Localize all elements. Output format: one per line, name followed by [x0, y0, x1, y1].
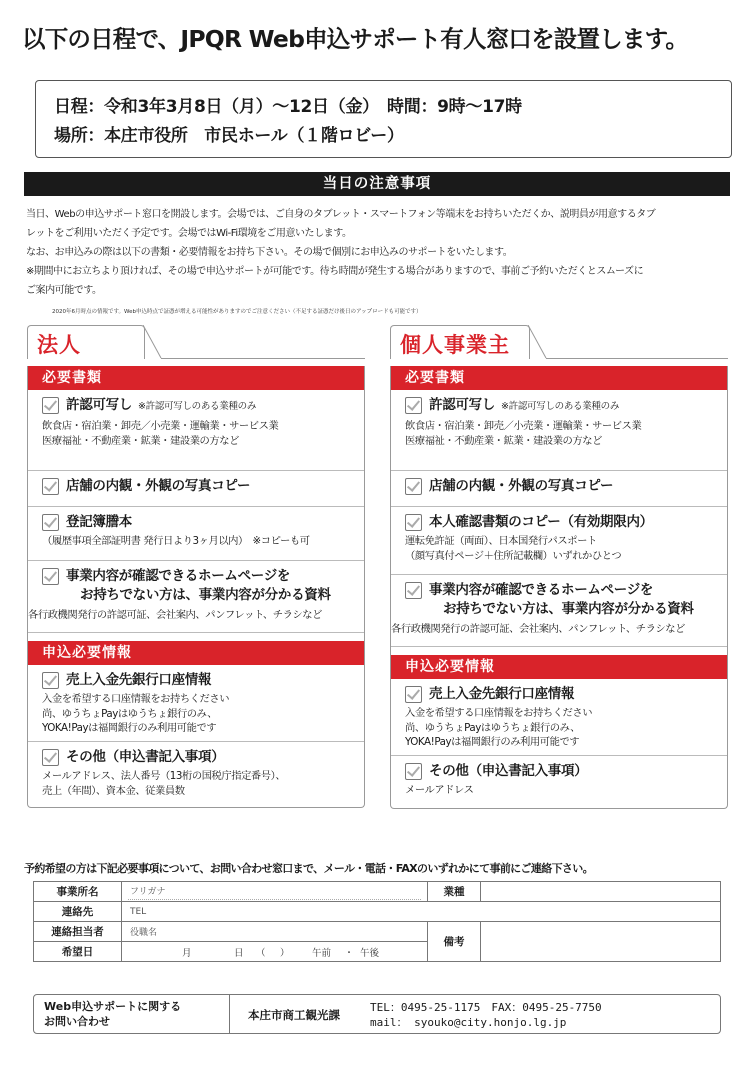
item-desc: 各行政機関発行の許認可証、会社案内、パンフレット、チラシなど [391, 623, 685, 635]
item-note: ※許認可写しのある業種のみ [138, 401, 257, 412]
required-info-band: 申込必要情報 [391, 655, 727, 679]
item-desc: （履歴事項全部証明書 発行日より3ヶ月以内） ※コピーも可 [42, 535, 310, 547]
tel-fax: TEL：0495-25-1175 FAX：0495-25-7750 [370, 1001, 602, 1014]
list-item [28, 390, 364, 471]
sole-proprietor-panel [390, 366, 728, 809]
intro-line: なお、お申込みの際は以下の書類・必要情報をお持ち下さい。その場で個別にお申込みのサポートをいたします。 [26, 247, 513, 258]
list-item [28, 507, 364, 561]
list-item [391, 471, 727, 507]
item-label: 許認可写し [429, 397, 495, 413]
page-title: 以下の日程で、JPQR Web申込サポート有人窓口を設置します。 [22, 25, 689, 53]
item-label: 登記簿謄本 [66, 514, 132, 530]
office-name-field[interactable] [122, 882, 428, 902]
corporation-tab [27, 325, 365, 359]
inquiry-line: Web申込サポートに関する [44, 1000, 182, 1013]
notice-heading: 当日の注意事項 [24, 172, 730, 196]
intro-line: ご案内可能です。 [26, 285, 102, 296]
desc-line: メールアドレス [405, 784, 474, 796]
corporation-tab-label: 法人 [37, 333, 81, 357]
reservation-form [33, 881, 721, 962]
furigana-hint: フリガナ [130, 887, 166, 897]
sole-proprietor-section [390, 325, 728, 809]
checkbox-icon[interactable] [405, 582, 422, 599]
intro-line: 当日、Webの申込サポート窓口を開設します。会場では、ご自身のタブレット・スマートフォン等端末をお持ちいただくか、説明員が用意するタブ [26, 209, 656, 220]
paren-close: ） [280, 947, 290, 959]
item-label: その他（申込書記入事項） [429, 763, 588, 779]
item-label [66, 567, 331, 605]
tab-slope [143, 325, 165, 359]
item-desc [405, 706, 721, 750]
item-label: 店舗の内観・外観の写真コピー [429, 478, 614, 494]
checkbox-icon[interactable] [405, 686, 422, 703]
date-row [122, 945, 427, 959]
sole-proprietor-tab [390, 325, 728, 359]
item-desc [42, 419, 358, 448]
required-docs-band: 必要書類 [391, 366, 727, 390]
checkbox-icon[interactable] [42, 672, 59, 689]
list-item [28, 665, 364, 742]
corporation-panel [27, 366, 365, 808]
item-label [429, 581, 694, 619]
desc-line: 飲食店・宿泊業・卸売／小売業・運輸業・サービス業 [405, 420, 642, 432]
person-label: 連絡担当者 [34, 922, 122, 942]
industry-field[interactable] [481, 882, 721, 902]
checkbox-icon[interactable] [405, 478, 422, 495]
tel-field[interactable] [122, 902, 721, 922]
label-line: お持ちでない方は、事業内容が分かる資料 [80, 587, 331, 603]
mail-address[interactable]: mail： syouko@city.honjo.lg.jp [370, 1016, 567, 1029]
checkbox-icon[interactable] [42, 478, 59, 495]
item-label: その他（申込書記入事項） [66, 749, 225, 765]
date-field[interactable] [122, 942, 428, 962]
desc-line: 尚、ゆうちょPayはゆうちょ銀行のみ、 [405, 721, 580, 734]
checkbox-icon[interactable] [42, 568, 59, 585]
contact-label: 連絡先 [34, 902, 122, 922]
separator-dot: ・ [344, 947, 354, 959]
checkbox-icon[interactable] [405, 763, 422, 780]
desc-line: 売上（年間）、資本金、従業員数 [42, 784, 185, 797]
date-label: 希望日 [34, 942, 122, 962]
tel-hint: TEL [130, 907, 147, 917]
month-text: 月 [182, 947, 192, 959]
desc-line: （顔写真付ページ＋住所記載欄）いずれかひとつ [405, 549, 622, 562]
checkbox-icon[interactable] [42, 749, 59, 766]
desc-line: YOKA!Payは福岡銀行のみ利用可能です [42, 722, 217, 734]
schedule-date: 日程：令和3年3月8日（月）～12日（金） 時間：9時～17時 [54, 97, 522, 117]
item-label: 本人確認書類のコピー（有効期限内） [429, 514, 653, 530]
checkbox-icon[interactable] [42, 397, 59, 414]
desc-line: 医療福祉・不動産業・鉱業・建設業の方など [42, 434, 239, 447]
list-item [28, 561, 364, 633]
intro-line: ※期間中にお立ちより頂ければ、その場で申込サポートが可能です。待ち時間が発生する場合がありますので、事前ご予約いただくとスムーズに [26, 266, 644, 277]
role-hint: 役職名 [130, 928, 158, 938]
item-desc [405, 419, 721, 448]
am-text: 午前 [312, 947, 332, 959]
tab-line [161, 358, 365, 359]
paren-open: （ [256, 947, 266, 959]
item-desc [42, 692, 358, 736]
remarks-label: 備考 [428, 922, 481, 962]
label-line: 事業内容が確認できるホームページを [429, 582, 654, 598]
item-desc: 各行政機関発行の許認可証、会社案内、パンフレット、チラシなど [28, 609, 322, 621]
list-item [28, 742, 364, 807]
required-info-band: 申込必要情報 [28, 641, 364, 665]
intro-text [26, 205, 738, 300]
desc-line: 入金を希望する口座情報をお持ちください [42, 693, 230, 705]
label-line: 事業内容が確認できるホームページを [66, 568, 291, 584]
person-field[interactable] [122, 922, 428, 942]
inquiry-line: お問い合わせ [44, 1015, 110, 1028]
list-item [391, 507, 727, 575]
schedule-box [35, 80, 732, 158]
inquiry-footer [33, 994, 721, 1034]
list-item [391, 575, 727, 647]
label-line: お持ちでない方は、事業内容が分かる資料 [443, 601, 694, 617]
remarks-field[interactable] [481, 922, 721, 962]
item-label: 許認可写し [66, 397, 132, 413]
desc-line: YOKA!Payは福岡銀行のみ利用可能です [405, 736, 580, 748]
contact-instruction: 予約希望の方は下記必要事項について、お問い合わせ窓口まで、メール・電話・FAXのいずれかにて事前にご連絡下さい。 [24, 862, 593, 875]
day-text: 日 [234, 947, 244, 959]
tab-line [546, 358, 728, 359]
item-desc [42, 769, 358, 798]
checkbox-icon[interactable] [405, 514, 422, 531]
item-desc [405, 783, 721, 798]
item-note: ※許認可写しのある業種のみ [501, 401, 620, 412]
desc-line: 尚、ゆうちょPayはゆうちょ銀行のみ、 [42, 707, 217, 720]
contact-details [370, 995, 602, 1033]
intro-line: レットをご利用いただく予定です。会場ではWi-Fi環境をご用意いたします。 [26, 228, 352, 239]
item-desc [405, 534, 721, 563]
item-label: 売上入金先銀行口座情報 [66, 672, 212, 688]
desc-line: メールアドレス、法人番号（13桁の国税庁指定番号）、 [42, 770, 286, 782]
tab-slope [528, 325, 550, 359]
list-item [391, 390, 727, 471]
checkbox-icon[interactable] [405, 397, 422, 414]
pm-text: 午後 [360, 947, 380, 959]
inquiry-label [34, 995, 230, 1033]
divider [128, 899, 421, 900]
schedule-place: 場所：本庄市役所 市民ホール（１階ロビー） [54, 126, 404, 146]
required-docs-band: 必要書類 [28, 366, 364, 390]
desc-line: 入金を希望する口座情報をお持ちください [405, 707, 593, 719]
list-item [391, 679, 727, 756]
item-label: 店舗の内観・外観の写真コピー [66, 478, 251, 494]
department-name: 本庄市商工観光課 [248, 1008, 340, 1022]
tiny-note: 2020年6月時点の情報です。Web申込時点で証憑が増える可能性がありますのでご注意ください（不足する証憑だけ後日のアップロードも可能です） [52, 309, 422, 315]
checkbox-icon[interactable] [42, 514, 59, 531]
corporation-section [27, 325, 365, 808]
list-item [28, 471, 364, 507]
desc-line: 運転免許証（両面）、日本国発行パスポート [405, 535, 597, 547]
item-label: 売上入金先銀行口座情報 [429, 686, 575, 702]
office-name-label: 事業所名 [34, 882, 122, 902]
desc-line: 医療福祉・不動産業・鉱業・建設業の方など [405, 434, 602, 447]
industry-label: 業種 [428, 882, 481, 902]
sole-proprietor-tab-label: 個人事業主 [400, 333, 510, 357]
desc-line: 飲食店・宿泊業・卸売／小売業・運輸業・サービス業 [42, 420, 279, 432]
list-item [391, 756, 727, 808]
